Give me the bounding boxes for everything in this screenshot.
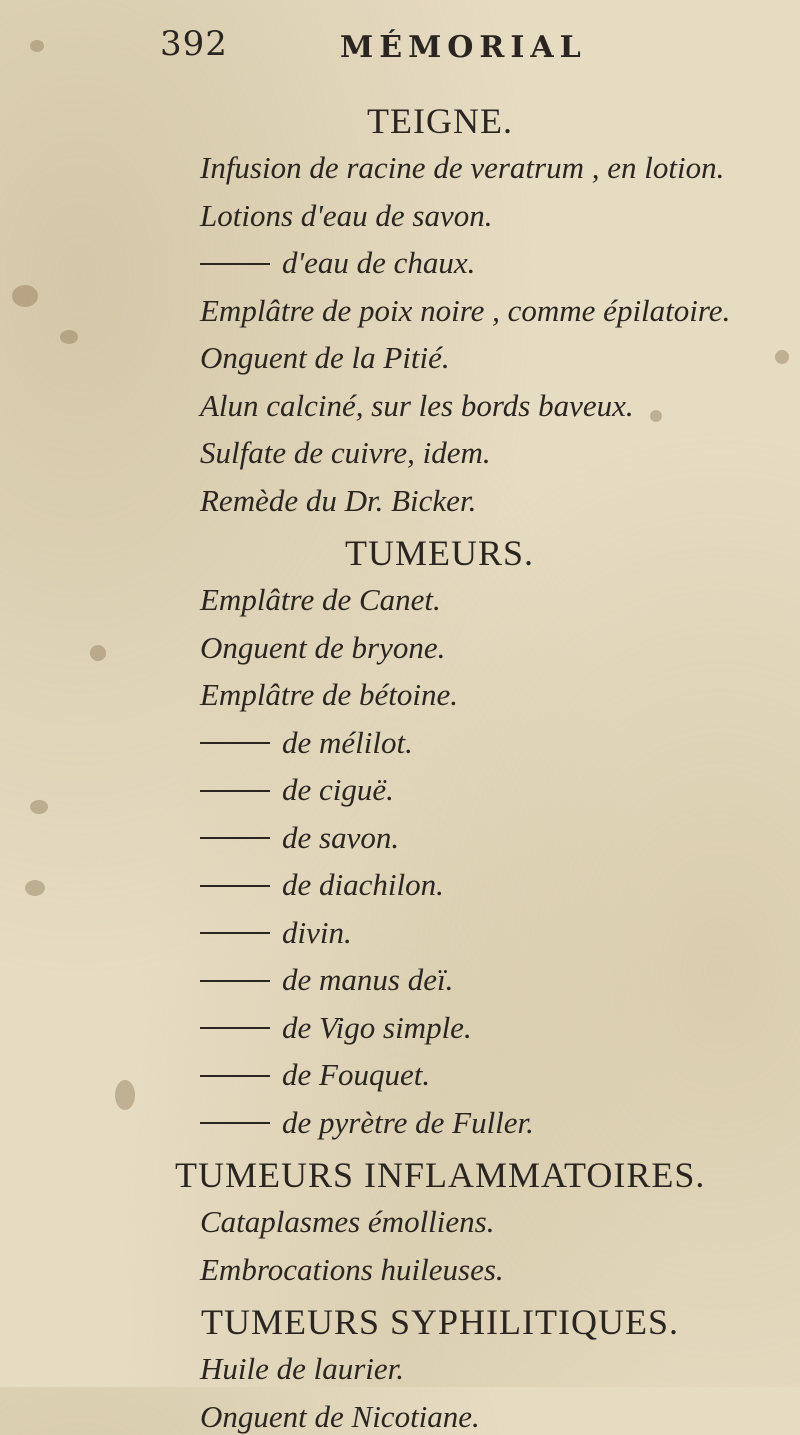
- list-item: [200, 867, 444, 903]
- ditto-dash: [200, 885, 270, 887]
- foxing-stain: [90, 645, 106, 661]
- list-item-text: Sulfate de cuivre, idem.: [200, 435, 491, 470]
- list-item-text: divin.: [282, 914, 352, 950]
- list-item: [200, 772, 394, 808]
- list-item: [200, 962, 453, 998]
- ditto-dash: [200, 790, 270, 792]
- list-item: [200, 677, 458, 713]
- page-number: 392: [160, 24, 228, 64]
- list-item: [200, 1105, 534, 1141]
- ditto-dash: [200, 1075, 270, 1077]
- list-item: [200, 915, 352, 951]
- foxing-stain: [12, 285, 38, 307]
- page-header: [160, 24, 720, 74]
- list-item: [200, 1399, 480, 1435]
- list-item: [200, 582, 441, 618]
- list-item: [200, 630, 445, 666]
- list-item: [200, 820, 399, 856]
- list-item: [200, 725, 413, 761]
- section-heading: TEIGNE.: [367, 101, 513, 141]
- foxing-stain: [30, 40, 44, 52]
- ditto-dash: [200, 742, 270, 744]
- list-item: [200, 150, 724, 186]
- list-item-text: Emplâtre de poix noire , comme épilatoire.: [200, 292, 731, 328]
- list-item-text: Cataplasmes émolliens.: [200, 1204, 495, 1239]
- list-item: [200, 388, 634, 424]
- list-item: [200, 1010, 472, 1046]
- ditto-dash: [200, 980, 270, 982]
- ditto-dash: [200, 1122, 270, 1124]
- list-item-text: de manus deï.: [282, 962, 454, 997]
- running-title: MÉMORIAL: [340, 30, 587, 65]
- ditto-dash: [200, 932, 270, 934]
- list-item: [200, 340, 450, 376]
- list-item: [200, 245, 475, 281]
- list-item-text: Emplâtre de Canet.: [200, 582, 441, 617]
- foxing-stain: [650, 410, 662, 422]
- foxing-stain: [115, 1080, 135, 1110]
- list-item: [200, 483, 476, 519]
- list-item-text: de savon.: [282, 819, 400, 855]
- list-item-text: de diachilon.: [282, 867, 444, 902]
- ditto-dash: [200, 1027, 270, 1029]
- list-item-text: Remède du Dr. Bicker.: [200, 482, 477, 518]
- list-item-text: Infusion de racine de veratrum , en lotion.: [200, 150, 725, 185]
- ditto-dash: [200, 263, 270, 265]
- list-item: [200, 293, 730, 329]
- section-heading: TUMEURS.: [345, 533, 535, 573]
- list-item-text: Onguent de Nicotiane.: [200, 1398, 480, 1434]
- list-item: [200, 435, 491, 471]
- list-item-text: Onguent de la Pitié.: [200, 340, 450, 375]
- list-item-text: de Fouquet.: [282, 1057, 431, 1092]
- foxing-stain: [25, 880, 45, 896]
- foxing-stain: [775, 350, 789, 364]
- list-item-text: de pyrètre de Fuller.: [282, 1104, 534, 1140]
- list-item-text: Lotions d'eau de savon.: [200, 197, 493, 233]
- list-item-text: de Vigo simple.: [282, 1009, 472, 1045]
- list-item: [200, 1204, 495, 1240]
- list-item: [200, 1252, 504, 1288]
- list-item: [200, 1351, 404, 1387]
- list-item-text: Emplâtre de bétoine.: [200, 677, 458, 712]
- list-item-text: d'eau de chaux.: [282, 245, 476, 280]
- list-item: [200, 198, 493, 234]
- section-heading: TUMEURS INFLAMMATOIRES.: [175, 1155, 706, 1195]
- list-item-text: de ciguë.: [282, 772, 394, 807]
- list-item-text: Embrocations huileuses.: [200, 1251, 504, 1287]
- list-item-text: Alun calciné, sur les bords baveux.: [200, 387, 634, 423]
- list-item: [200, 1057, 430, 1093]
- foxing-stain: [60, 330, 78, 344]
- section-heading: TUMEURS SYPHILITIQUES.: [201, 1302, 680, 1342]
- list-item-text: Huile de laurier.: [200, 1351, 405, 1386]
- list-item-text: de mélilot.: [282, 724, 413, 760]
- ditto-dash: [200, 837, 270, 839]
- list-item-text: Onguent de bryone.: [200, 629, 446, 665]
- foxing-stain: [30, 800, 48, 814]
